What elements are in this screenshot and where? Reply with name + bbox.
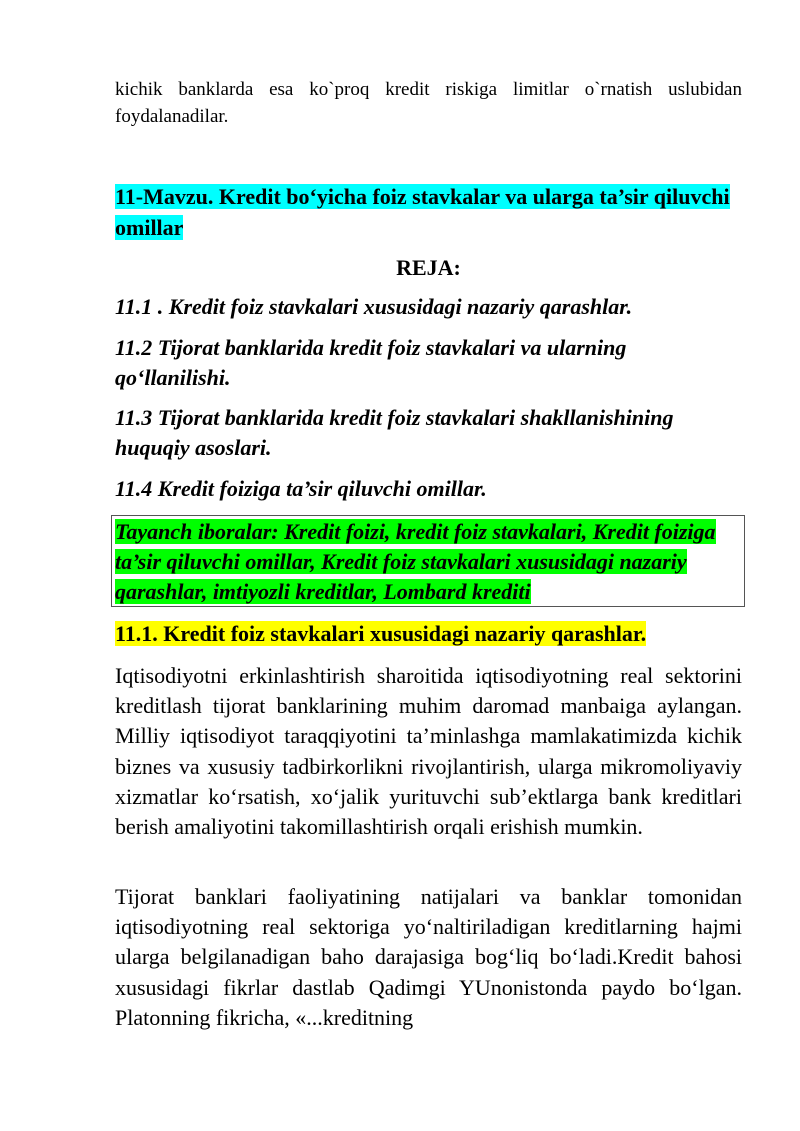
plan-item-1: 11.1 . Kredit foiz stavkalari xususidagi nazariy qarashlar.: [115, 294, 633, 319]
plan-heading: REJA:: [396, 255, 461, 280]
plan-item-3: 11.3 Tijorat banklarida kredit foiz stavkalari shakllanishining huquqiy asoslari.: [115, 405, 674, 460]
keywords-box: [111, 515, 745, 607]
plan-item-2: 11.2 Tijorat banklarida kredit foiz stavkalari va ularning qo‘llanilishi.: [115, 335, 627, 390]
keywords-paragraph: [115, 517, 741, 607]
body-paragraph-1: Iqtisodiyotni erkinlashtirish sharoitida iqtisodiyotning real sektorini kreditlash tijorat banklarining muhim daromad manbaiga aylangan. Milliy iqtisodiyot taraqqiyotini ta’minlashga mamlakatimizda kichik biznes va xususiy tadbirkorlikni rivojlantirish, ularga mikromoliyaviy xizmatlar ko‘rsatish, xo‘jalik yurituvchi sub’ektlarga bank kreditlari berish amaliyotini takomillashtirish orqali erishish mumkin.: [115, 663, 742, 840]
section-title-text: 11.1. Kredit foiz stavkalari xususidagi nazariy qarashlar.: [115, 621, 647, 646]
topic-title: [115, 181, 742, 243]
body-paragraph-2: Tijorat banklari faoliyatining natijalari va banklar tomonidan iqtisodiyotning real sektoriga yo‘naltiriladigan kreditlarning hajmi ularga belgilanadigan baho darajasiga bog‘liq bo‘ladi.Kredit bahosi xususidagi fikrlar dastlab Qadimgi YUnonistonda paydo bo‘lgan. Platonning fikricha, «...kreditning: [115, 884, 742, 1030]
keywords-text: Tayanch iboralar: Kredit foizi, kredit foiz stavkalari, Kredit foiziga ta’sir qiluvchi omillar, Kredit foiz stavkalari xususidagi nazariy qarashlar, imtiyozli kreditlar, Lombard krediti: [115, 519, 716, 604]
topic-title-text: 11-Mavzu. Kredit bo‘yicha foiz stavkalar va ularga ta’sir qiluvchi omillar: [115, 184, 730, 240]
plan-item-4: 11.4 Kredit foiziga ta’sir qiluvchi omillar.: [115, 476, 487, 501]
intro-paragraph: kichik banklarda esa ko`proq kredit riskiga limitlar o`rnatish uslubidan foydalanadilar.: [115, 79, 742, 127]
section-title: [115, 619, 742, 649]
